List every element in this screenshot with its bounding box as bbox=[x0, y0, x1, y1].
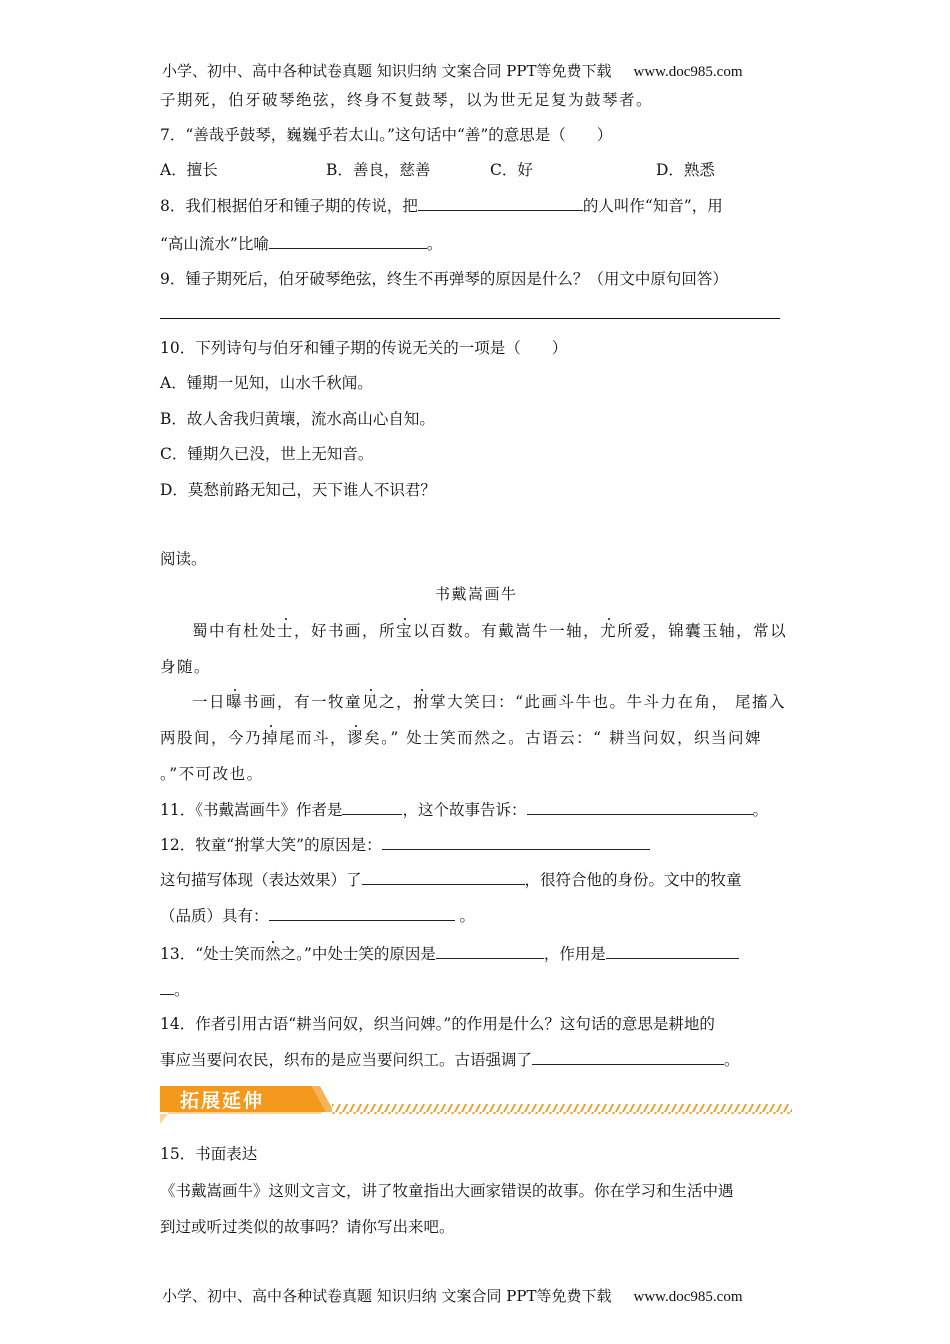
q13-blank-2[interactable] bbox=[606, 942, 739, 959]
q11-blank-1[interactable] bbox=[342, 798, 402, 815]
q8-blank-2[interactable] bbox=[269, 232, 427, 249]
q7-stem: 7．“善哉乎鼓琴，巍巍乎若太山。”这句话中“善”的意思是（ ） bbox=[160, 126, 613, 144]
reading-p2-line2 bbox=[160, 727, 762, 749]
q8-text-a: 8．我们根据伯牙和锺子期的传说，把 bbox=[160, 197, 418, 215]
footer-site[interactable]: www.doc985.com bbox=[633, 1289, 743, 1305]
q8-text-b: 的人叫作“知音”，用 bbox=[582, 197, 723, 215]
reading-p2-line3: 。”不可改也。 bbox=[160, 765, 264, 783]
q13-text-c: ，作用是 bbox=[543, 945, 606, 963]
q12-text-a: 12．牧童“拊掌大笑”的原因是： bbox=[160, 836, 382, 854]
q15-title: 15．书面表达 bbox=[160, 1145, 258, 1163]
q12-text-d: （品质）具有： bbox=[160, 907, 269, 925]
q12-line2 bbox=[160, 868, 742, 891]
q14-blank[interactable] bbox=[532, 1048, 724, 1065]
p1-text: 所爱，锦囊玉轴，常以 bbox=[617, 622, 788, 640]
q12-blank-1[interactable] bbox=[382, 833, 650, 850]
p1-text: 以百数。有戴嵩牛一轴， bbox=[413, 622, 601, 640]
q14-text-b: 。 bbox=[724, 1051, 740, 1069]
q15-line1: 《书戴嵩画牛》这则文言文，讲了牧童指出大画家错误的故事。你在学习和生活中遇 bbox=[160, 1182, 734, 1200]
q13-blank-1[interactable] bbox=[436, 942, 544, 959]
p2-dot-word: 掉 bbox=[262, 729, 280, 747]
p2-dot-word: 谬 bbox=[347, 729, 365, 747]
q8-line1 bbox=[160, 194, 723, 217]
passage-tail: 子期死，伯牙破琴绝弦，终身不复鼓琴，以为世无足复为鼓琴者。 bbox=[160, 91, 654, 109]
banner-stripes bbox=[332, 1104, 792, 1114]
p2-text: 两股间，今乃 bbox=[160, 729, 263, 747]
footer-text: 小学、初中、高中各种试卷真题 知识归纳 文案合同 PPT等免费下载 bbox=[162, 1287, 612, 1305]
q10-option-a: A．锺期一见知，山水千秋闻。 bbox=[160, 374, 373, 392]
reading-p1-line2: 身随。 bbox=[160, 658, 212, 676]
q15-line2: 到过或听过类似的故事吗？请你写出来吧。 bbox=[160, 1218, 455, 1236]
reading-p1-line1 bbox=[192, 620, 787, 642]
q11-line bbox=[160, 798, 768, 821]
p2-dot-word: 见 bbox=[362, 693, 380, 711]
q14-line1: 14．作者引用古语“耕当问奴，织当问婢。”的作用是什么？这句话的意思是耕地的 bbox=[160, 1015, 715, 1033]
p2-dot-word: 曝 bbox=[226, 693, 244, 711]
q8-text-d: 。 bbox=[426, 235, 443, 253]
p2-text: 书画，有一牧童 bbox=[243, 693, 363, 711]
header-text: 小学、初中、高中各种试卷真题 知识归纳 文案合同 PPT等免费下载 bbox=[162, 62, 612, 80]
q13-text-b: 之。”中处士笑的原因是 bbox=[280, 945, 436, 963]
q12-text-c: ，很符合他的身份。文中的牧童 bbox=[524, 871, 742, 889]
q13-line1 bbox=[160, 942, 739, 965]
q10-option-d: D．莫愁前路无知己，天下谁人不识君？ bbox=[160, 481, 436, 499]
p1-text: 蜀中有杜处 bbox=[192, 622, 278, 640]
q10-option-c: C．锺期久已没，世上无知音。 bbox=[160, 445, 374, 463]
p1-text: ，好书画，所 bbox=[294, 622, 397, 640]
q7-option-d: D．熟悉 bbox=[656, 161, 715, 179]
q11-blank-2[interactable] bbox=[527, 798, 753, 815]
q8-line2 bbox=[160, 232, 442, 255]
q12-text-b: 这句描写体现（表达效果）了 bbox=[160, 871, 362, 889]
q9-answer-line[interactable] bbox=[160, 318, 780, 319]
q11-text-b: ，这个故事告诉： bbox=[402, 801, 527, 819]
q10-option-b: B．故人舍我归黄壤，流水高山心自知。 bbox=[160, 410, 435, 428]
p1-dot-word: 士 bbox=[277, 622, 295, 640]
q9-stem: 9．锺子期死后，伯牙破琴绝弦，终生不再弹琴的原因是什么？（用文中原句回答） bbox=[160, 270, 728, 288]
q12-blank-2[interactable] bbox=[362, 868, 525, 885]
p2-text: 掌大笑曰：“此画斗牛也。牛斗力在角， 尾搐入 bbox=[430, 693, 786, 711]
q13-text-d: 。 bbox=[174, 981, 190, 999]
q7-option-c: C．好 bbox=[490, 161, 533, 179]
q12-line3 bbox=[160, 904, 475, 927]
q13-line2 bbox=[160, 978, 190, 1001]
p1-dot-word: 尤 bbox=[600, 622, 618, 640]
q12-text-e: 。 bbox=[454, 907, 475, 925]
page-header bbox=[162, 60, 743, 81]
banner-label: 拓展延伸 bbox=[180, 1090, 265, 1112]
q10-stem: 10．下列诗句与伯牙和锺子期的传说无关的一项是（ ） bbox=[160, 339, 568, 357]
reading-label: 阅读。 bbox=[160, 550, 207, 568]
q12-blank-3[interactable] bbox=[269, 904, 455, 921]
section-banner bbox=[160, 1082, 792, 1124]
q14-line2 bbox=[160, 1048, 740, 1071]
q12-line1 bbox=[160, 833, 650, 856]
q7-option-a: A．擅长 bbox=[160, 161, 218, 179]
q13-dot-word: 然 bbox=[265, 945, 281, 963]
q11-text-c: 。 bbox=[752, 801, 769, 819]
p2-text: 矣。” 处士笑而然之。古语云：“ 耕当问奴，织当问婢 bbox=[364, 729, 763, 747]
p2-text: 尾而斗， bbox=[279, 729, 348, 747]
q8-text-c: “高山流水”比喻 bbox=[160, 235, 269, 253]
reading-p2-line1 bbox=[192, 691, 786, 713]
q13-text-a: 13．“处士笑而 bbox=[160, 945, 266, 963]
p1-dot-word: 宝 bbox=[396, 622, 414, 640]
page-footer bbox=[162, 1285, 743, 1306]
p2-text: 一日 bbox=[192, 693, 227, 711]
q11-text-a: 11．《书戴嵩画牛》作者是 bbox=[160, 801, 343, 819]
header-site[interactable]: www.doc985.com bbox=[633, 64, 743, 80]
p2-text: 之， bbox=[379, 693, 414, 711]
q7-option-b: B．善良，慈善 bbox=[326, 161, 431, 179]
p2-dot-word: 拊 bbox=[413, 693, 431, 711]
reading-title: 书戴嵩画牛 bbox=[435, 585, 518, 603]
q13-blank-3[interactable] bbox=[160, 978, 174, 995]
banner-graphic bbox=[160, 1082, 792, 1124]
q14-text-a: 事应当要问农民，织布的是应当要问织工。古语强调了 bbox=[160, 1051, 533, 1069]
q8-blank-1[interactable] bbox=[418, 194, 583, 211]
